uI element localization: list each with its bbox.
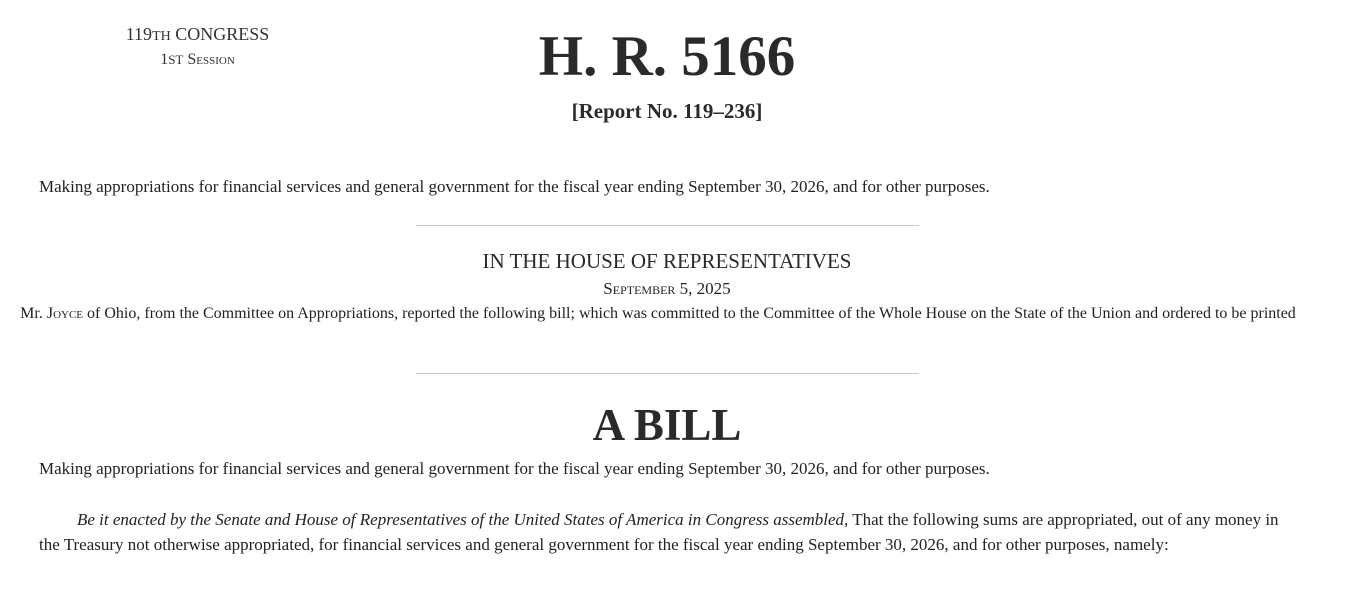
enacting-clause-paragraph [39,507,1299,557]
congress-number: 119 [125,24,153,44]
congress-suffix: TH [152,29,171,44]
chamber-heading: IN THE HOUSE OF REPRESENTATIVES [482,249,852,273]
session-label [120,50,275,70]
congress-label [120,23,275,48]
session-suffix: ST [168,52,184,67]
bill-title: Making appropriations for financial services and general government for the fiscal year ending September 30, 2026, and for other purposes. [39,459,990,478]
report-number: [Report No. 119–236] [571,99,763,123]
divider-rule-bottom [416,373,919,374]
bill-number: H. R. 5166 [538,25,796,88]
enacting-continuation: That the following sums are appropriated, out of any money in the Treasury not otherwise appropriated, for financial services and general government for the fiscal year ending September 30, 2026, and for other purposes, namely: [39,510,1279,554]
committee-action [20,302,1296,325]
sponsor-name: Joyce [46,305,84,322]
a-bill-heading: A BILL [592,400,742,450]
session-word: Session [187,51,235,68]
enacting-clause: Be it enacted by the Senate and House of Representatives of the United States of America in Congress assembled, [77,510,849,529]
action-prefix: Mr. [20,305,43,322]
divider-rule-top [416,225,919,226]
session-number: 1 [160,51,169,68]
action-text: of Ohio, from the Committee on Appropriations, reported the following bill; which was committed to the Committee of the Whole House on the State of the Union and ordered to be printed [87,305,1296,322]
report-date: September 5, 2025 [603,279,731,298]
bill-title-summary: Making appropriations for financial services and general government for the fiscal year ending September 30, 2026, and for other purposes. [39,177,990,196]
congress-word: CONGRESS [175,24,270,44]
